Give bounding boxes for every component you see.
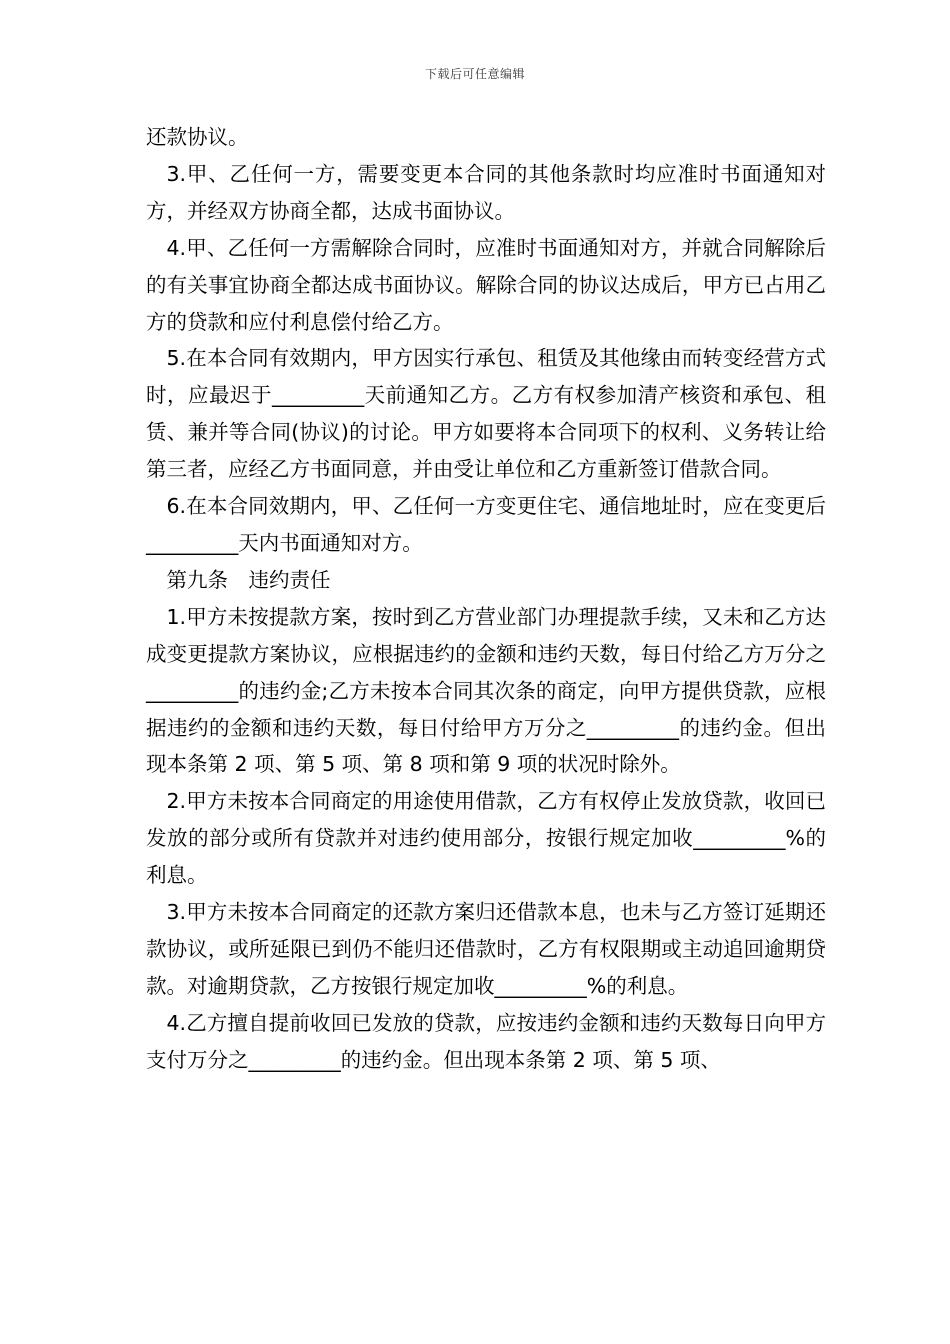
paragraph-clause-5: 5.在本合同有效期内，甲方因实行承包、租赁及其他缘由而转变经营方式时，应最迟于_________天前通知乙方。乙方有权参加清产核资和承包、租赁、兼并等合同(协议)的讨论。甲方如要将本合同项下的权利、义务转让给第三者，应经乙方书面同意，并由受让单位和乙方重新签订借款合同。 [146, 346, 826, 482]
paragraph-clause-4: 4.甲、乙任何一方需解除合同时，应准时书面通知对方，并就合同解除后的有关事宜协商全都达成书面协议。解除合同的协议达成后，甲方已占用乙方的贷款和应付利息偿付给乙方。 [146, 235, 826, 334]
paragraph-clause-3: 3.甲、乙任何一方，需要变更本合同的其他条款时均应准时书面通知对方，并经双方协商全都，达成书面协议。 [146, 161, 826, 223]
contract-body [146, 119, 826, 1079]
article-9-heading: 第九条 违约责任 [166, 567, 331, 592]
paragraph-clause-6: 6.在本合同效期内，甲、乙任何一方变更住宅、通信地址时，应在变更后_________天内书面通知对方。 [146, 494, 826, 555]
paragraph-liability-3: 3.甲方未按本合同商定的还款方案归还借款本息，也未与乙方签订延期还款协议，或所延限已到仍不能归还借款时，乙方有权限期或主动追回逾期贷款。对逾期贷款，乙方按银行规定加收_________%的利息。 [146, 900, 826, 998]
paragraph-liability-2: 2.甲方未按本合同商定的用途使用借款，乙方有权停止发放贷款，收回已发放的部分或所有贷款并对违约使用部分，按银行规定加收_________%的利息。 [146, 789, 826, 888]
paragraph-continuation: 还款协议。 [146, 125, 249, 149]
paragraph-liability-1: 1.甲方未按提款方案，按时到乙方营业部门办理提款手续，又未和乙方达成变更提款方案协议，应根据违约的金额和违约天数，每日付给乙方万分之_________的违约金;乙方未按本合同其次条的商定，向甲方提供贷款，应根据违约的金额和违约天数，每日付给甲方万分之_________的违约金。但出现本条第 2 项、第 5 项、第 8 项和第 9 项的状况时除外。 [146, 604, 826, 777]
paragraph-liability-4: 4.乙方擅自提前收回已发放的贷款，应按违约金额和违约天数每日向甲方支付万分之_________的违约金。但出现本条第 2 项、第 5 项、 [146, 1010, 826, 1072]
page-header-note: 下载后可任意编辑 [424, 67, 525, 81]
